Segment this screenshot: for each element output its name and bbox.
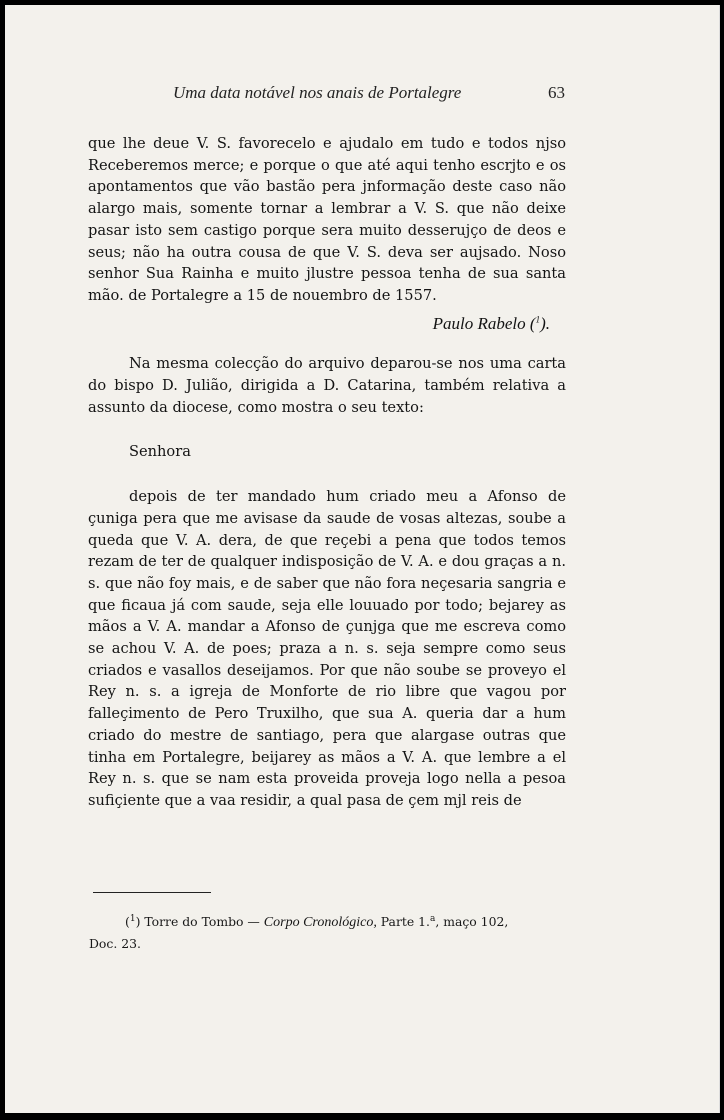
signature-close: ).	[540, 313, 550, 333]
footnote-part-sup: a	[429, 913, 436, 924]
signature-note-mark: 1	[535, 313, 541, 324]
page-number: 63	[548, 83, 565, 102]
footnote-mark: 1	[129, 913, 136, 924]
paragraph-gap	[88, 418, 566, 441]
footnote	[89, 911, 567, 954]
body-text	[88, 133, 566, 812]
footnote-source: Torre do Tombo —	[144, 914, 260, 929]
paragraph-gap	[88, 334, 566, 353]
footnote-work: Corpo Cronológico,	[263, 915, 377, 930]
footnote-detail: , maço 102,	[435, 914, 509, 929]
footnote-rule	[93, 892, 211, 893]
footnote-ref: ($^1$)	[125, 913, 141, 929]
letter-paragraph: depois de ter mandado hum criado meu a Afonso de çuniga pera que me avisase da saude de vosas altezas, soube a queda que V. A. dera, de que reçebi a pena que todos temos rezam de ter de qualquer indisposição de V. A. e dou graças a n. s. que não foy mais, e de saber que não fora neçesaria sangria e que ficaua já com saude, seja elle louuado por todo; bejarey as mãos a V. A. mandar a Afonso de çunjga que me escreva como se achou V. A. de poes; praza a n. s. seja sempre como seus criados e vasallos deseijamos. Por que não soube se proveyo el Rey n. s. a igreja de Monforte de rio libre que vagou por falleçimento de Pero Truxilho, que sua A. queria dar a hum criado do mestre de santiago, pera que alargase outras que tinha em Portalegre, beijarey as mãos a V. A. que lembre a el Rey n. s. que se nam esta proveida proveja logo nella a pesoa sufiçiente que a vaa residir, a qual pasa de çem mjl reis de	[88, 488, 566, 809]
paragraph-gap	[88, 463, 566, 486]
footnote-part: Parte 1.	[380, 914, 430, 929]
footnote-doc: Doc. 23.	[89, 936, 141, 951]
signature-name: Paulo Rabelo	[432, 313, 526, 333]
signature: Paulo Rabelo ($^1$).	[432, 313, 550, 333]
letter-salutation: Senhora	[129, 443, 191, 461]
letter-paragraph-continued: que lhe deue V. S. favorecelo e ajudalo em tudo e todos njso Receberemos merce; e porque o que até aqui tenho escrjto e os apontamentos que vão bastão pera jnformação deste caso não alargo mais, somente tornar a lembrar a V. S. que não deixe pasar isto sem castigo porque sera muito desserujço de deos e seus; não ha outra cousa de que V. S. deva ser aujsado. Noso senhor Sua Rainha e muito jlustre pessoa tenha de sua santa mão. de Portalegre a 15 de nouembro de 1557.	[88, 135, 566, 304]
page	[5, 5, 720, 1113]
running-title: Uma data notável nos anais de Portalegre	[173, 83, 462, 102]
running-head	[173, 83, 573, 105]
commentary-paragraph: Na mesma colecção do arquivo deparou-se nos uma carta do bispo D. Julião, dirigida a D. Catarina, também relativa a assunto da diocese, como mostra o seu texto:	[88, 355, 566, 416]
